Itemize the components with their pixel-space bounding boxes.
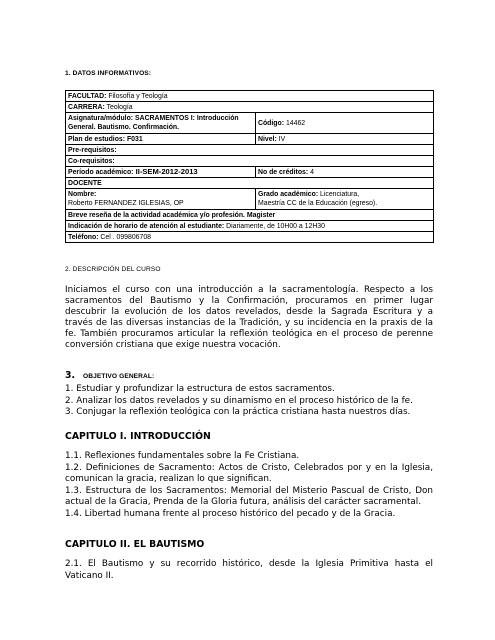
telefono-cell [66,232,434,243]
grado-label: Grado académico: [258,190,319,198]
codigo-label: Código: [258,119,285,127]
telefono-value: Cel . 099806708 [98,233,151,241]
nivel-value: IV [276,135,286,143]
list-item: 1.4. Libertad humana frente al proceso histórico del pecado y de la Gracia. [65,508,396,519]
horario-value: Diariamente, de 10H00 a 12H30 [224,222,325,230]
grado-value-2: Maestría CC de la Educación (egreso). [258,200,378,207]
docente-cell: DOCENTE [66,178,434,189]
prerequisitos-cell: Pre-requisitos: [66,145,434,156]
list-item: 2. Analizar los datos revelados y su dinamismo en el proceso histórico de la fe. [65,395,413,406]
resena-label: Breve reseña de la actividad académica y/o profesión. [68,211,245,219]
table-row [66,167,434,178]
asignatura-value: SACRAMENTOS I: Introducción General. Bautismo. Confirmación. [68,114,239,131]
course-description [65,285,433,351]
nivel-label: Nivel: [258,135,277,143]
section-3-title: OBJETIVO GENERAL: [83,373,155,380]
table-row [66,232,434,243]
horario-label: Indicación de horario de atención al estudiante: [68,222,225,230]
nombre-label: Nombre: [68,190,97,198]
section-3-heading [65,365,154,383]
resena-cell [66,210,434,221]
course-info-table [65,90,434,243]
creditos-cell [256,167,434,178]
grado-value-1: Licenciatura, [318,190,360,198]
facultad-cell [66,91,434,102]
chapter-1-items [65,451,433,521]
table-row [66,145,434,156]
creditos-label: No de créditos: [258,168,309,176]
objectives-list [65,384,445,419]
corequisitos-cell: Co-requisitos: [66,156,434,167]
asignatura-cell [66,113,256,134]
periodo-value: II-SEM-2012-2013 [133,167,198,176]
list-item: 1.1. Reflexiones fundamentales sobre la Fe Cristiana. [65,451,300,461]
horario-cell [66,221,434,232]
table-row [66,134,434,145]
section-3-number: 3. [65,370,76,381]
carrera-cell [66,102,434,113]
list-item: 1.2. Definiciones de Sacramento: Actos de Cristo, Celebrados por y en la Iglesia, comunican la gracia, realizan lo que significan. [65,462,433,485]
nombre-cell [66,189,256,210]
description-text: Iniciamos el curso con una introducción a la sacramentología. Respecto a los sacramentos del Bautismo y la Confirmación, procuramos en primer lugar descubrir la evolución de los datos revelados, desde la Sagrada Escritura y a través de las diversas instancias de la Tradición, y su incidencia en la praxis de la fe. También procuramos articular la reflexión teológica en el proceso de perenne conversión cristiana que exige nuestra vocación. [65,285,433,350]
codigo-cell [256,113,434,134]
table-row [66,210,434,221]
chapter-1-title: CAPITULO I. INTRODUCCIÓN [65,431,211,442]
section-2-title: 2. DESCRIPCIÓN DEL CURSO [65,266,161,273]
periodo-cell [66,167,256,178]
plan-cell: Plan de estudios: F031 [66,134,256,145]
list-item: 1.3. Estructura de los Sacramentos: Memorial del Misterio Pascual de Cristo, Don actual de la Gracia, Prenda de la Gloria futura, análisis del carácter sacramental. [65,485,433,508]
list-item: 3. Conjugar la reflexión teológica con la práctica cristiana hasta nuestros días. [65,407,411,418]
table-row [66,113,434,134]
facultad-value: Filosofía y Teología [106,92,168,100]
table-row [66,156,434,167]
resena-value: Magister [244,211,276,219]
list-item: 1. Estudiar y profundizar la estructura de estos sacramentos. [65,384,335,394]
nivel-cell [256,134,434,145]
table-row [66,91,434,102]
table-row [66,178,434,189]
telefono-label: Teléfono: [68,233,99,241]
carrera-label: CARRERA: [68,103,105,111]
table-row [66,221,434,232]
section-1-title: 1. DATOS INFORMATIVOS: [65,70,152,77]
nombre-value: Roberto FERNANDEZ IGLESIAS, OP [68,200,184,207]
creditos-value: 4 [308,168,314,176]
asignatura-label: Asignatura/módulo: [68,114,134,122]
table-row [66,102,434,113]
carrera-value: Teología [104,103,133,111]
chapter-2-items [65,559,433,582]
periodo-label: Período académico: [68,169,134,176]
list-item: 2.1. El Bautismo y su recorrido histórico, desde la Iglesia Primitiva hasta el Vaticano II. [65,559,433,581]
grado-cell [256,189,434,210]
facultad-label: FACULTAD: [68,92,107,100]
codigo-value: 14462 [284,119,306,127]
chapter-2-title: CAPITULO II. EL BAUTISMO [65,539,205,550]
table-row [66,189,434,210]
